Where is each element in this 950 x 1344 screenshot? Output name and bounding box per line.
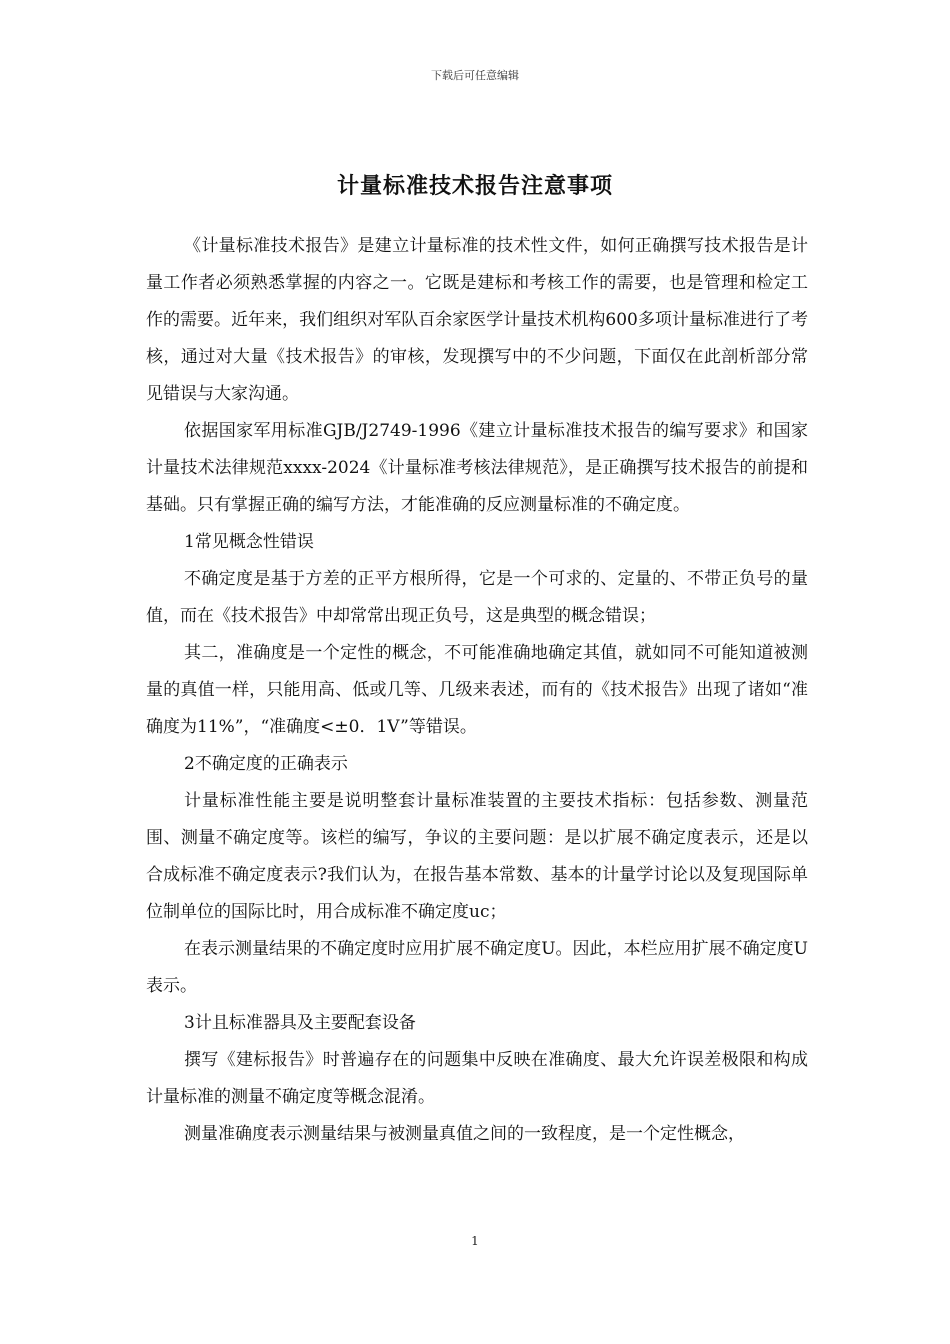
page-number: 1 bbox=[471, 1234, 479, 1248]
paragraph-common-problems: 撰写《建标报告》时普遍存在的问题集中反映在准确度、最大允许误差极限和构成计量标准的测量不确定度等概念混淆。 bbox=[146, 1050, 808, 1107]
document-body bbox=[146, 228, 808, 1153]
section-heading-2: 2不确定度的正确表示 bbox=[184, 754, 348, 774]
paragraph-accuracy-concept: 其二，准确度是一个定性的概念，不可能准确地确定其值，就如同不可能知道被测量的真值一样，只能用高、低或几等、几级来表述，而有的《技术报告》出现了诸如“准确度为11%”，“准确度<±0．1V”等错误。 bbox=[146, 643, 808, 737]
paragraph-expanded-uncertainty: 在表示测量结果的不确定度时应用扩展不确定度U。因此，本栏应用扩展不确定度U表示。 bbox=[146, 939, 808, 996]
section-heading-3: 3计且标准器具及主要配套设备 bbox=[184, 1013, 416, 1033]
paragraph-basis: 依据国家军用标准GJB/J2749-1996《建立计量标准技术报告的编写要求》和国家计量技术法律规范xxxx-2024《计量标准考核法律规范》，是正确撰写技术报告的前提和基础。只有掌握正确的编写方法，才能准确的反应测量标准的不确定度。 bbox=[146, 421, 808, 515]
document-title: 计量标准技术报告注意事项 bbox=[336, 173, 613, 199]
paragraph-uncertainty-sign: 不确定度是基于方差的正平方根所得，它是一个可求的、定量的、不带正负号的量值，而在《技术报告》中却常常出现正负号，这是典型的概念错误； bbox=[146, 569, 808, 626]
section-heading-1: 1常见概念性错误 bbox=[184, 532, 314, 552]
paragraph-intro: 《计量标准技术报告》是建立计量标准的技术性文件，如何正确撰写技术报告是计量工作者必须熟悉掌握的内容之一。它既是建标和考核工作的需要，也是管理和检定工作的需要。近年来，我们组织对军队百余家医学计量技术机构600多项计量标准进行了考核，通过对大量《技术报告》的审核，发现撰写中的不少问题，下面仅在此剖析部分常见错误与大家沟通。 bbox=[146, 236, 808, 404]
paragraph-standard-performance: 计量标准性能主要是说明整套计量标准装置的主要技术指标：包括参数、测量范围、测量不确定度等。该栏的编写，争议的主要问题：是以扩展不确定度表示，还是以合成标准不确定度表示?我们认为，在报告基本常数、基本的计量学讨论以及复现国际单位制单位的国际比时，用合成标准不确定度uc； bbox=[146, 791, 808, 922]
page-header-note: 下载后可任意编辑 bbox=[431, 69, 519, 82]
paragraph-measurement-accuracy: 测量准确度表示测量结果与被测量真值之间的一致程度，是一个定性概念， bbox=[184, 1124, 745, 1144]
